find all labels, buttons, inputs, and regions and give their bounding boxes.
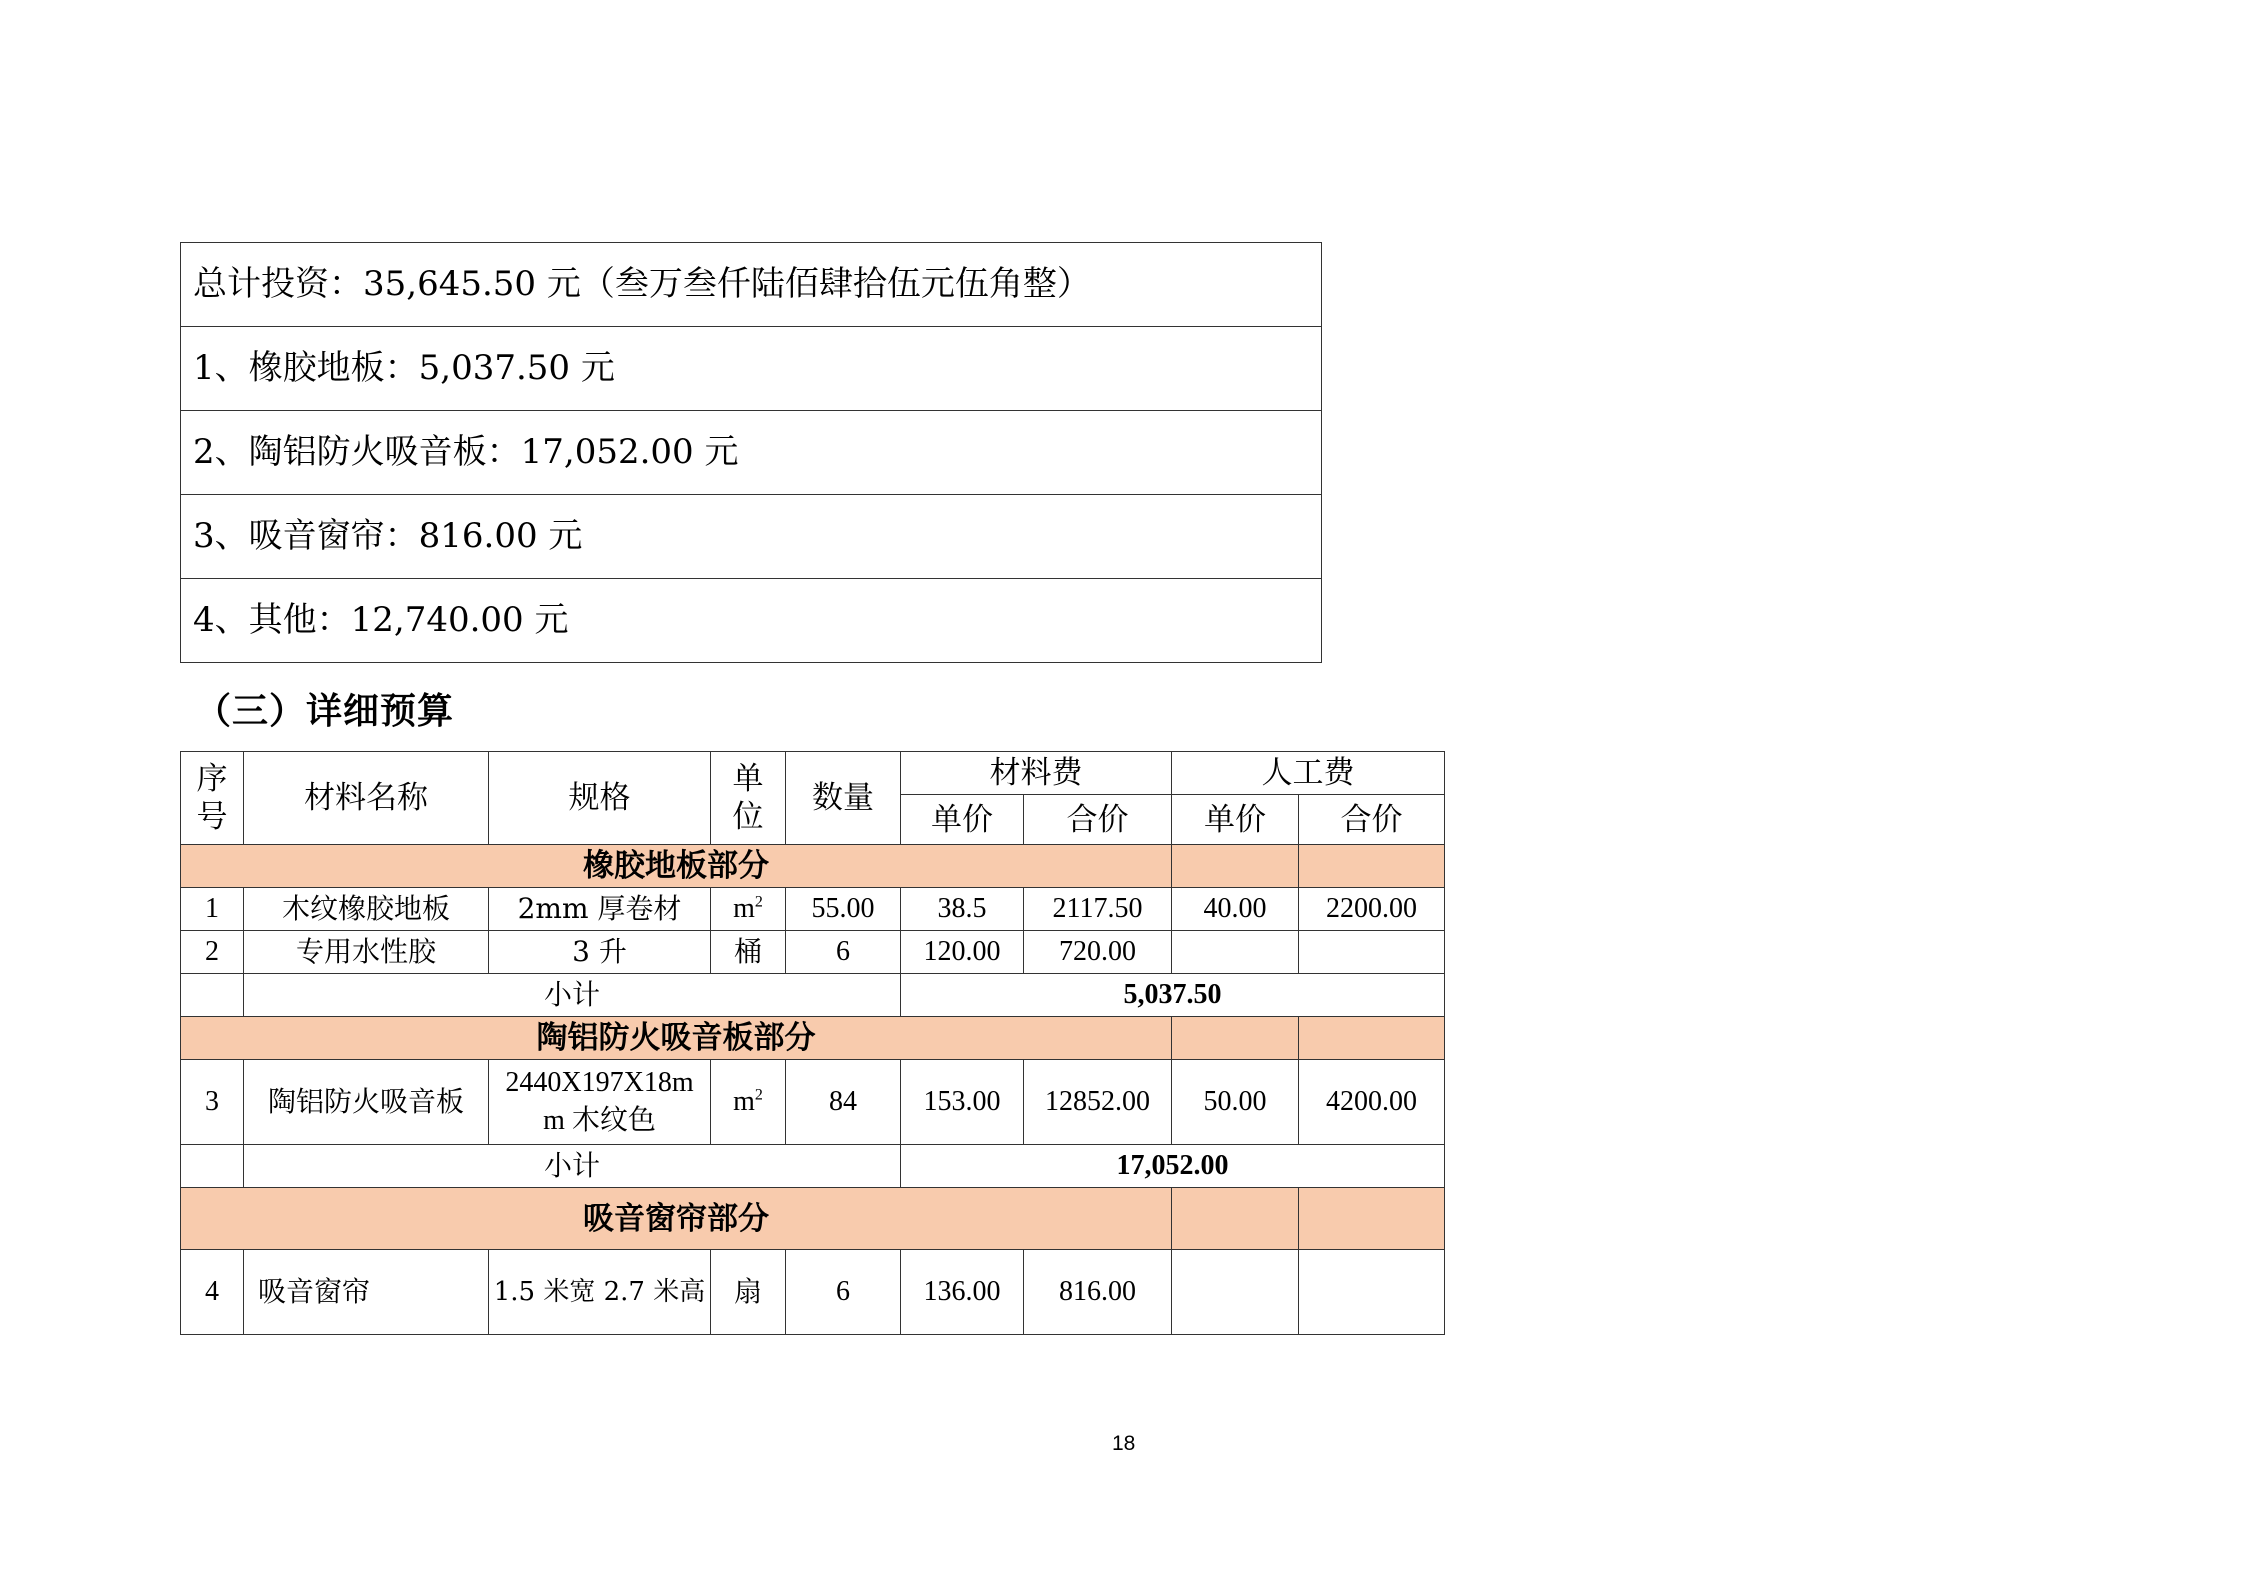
cell-material-unit-price: 136.00 bbox=[901, 1250, 1024, 1335]
header-labor-unit-price: 单价 bbox=[1172, 795, 1299, 845]
investment-summary-table bbox=[180, 242, 1322, 663]
header-material-total-price: 合价 bbox=[1024, 795, 1172, 845]
header-unit: 单位 bbox=[711, 752, 786, 845]
cell-material-unit-price: 38.5 bbox=[901, 888, 1024, 931]
cell-spec: 2mm 厚卷材 bbox=[489, 888, 711, 931]
subtotal-label: 小计 bbox=[244, 974, 901, 1017]
cell-name: 吸音窗帘 bbox=[244, 1250, 489, 1335]
subtotal-row bbox=[181, 974, 1445, 1017]
cell-labor-unit-price: 40.00 bbox=[1172, 888, 1299, 931]
summary-item: 2、陶铝防火吸音板：17,052.00 元 bbox=[181, 411, 1322, 495]
summary-total: 总计投资：35,645.50 元（叁万叁仟陆佰肆拾伍元伍角整） bbox=[181, 243, 1322, 327]
header-spec: 规格 bbox=[489, 752, 711, 845]
cell-labor-total bbox=[1299, 1250, 1445, 1335]
header-material-unit-price: 单价 bbox=[901, 795, 1024, 845]
cell-material-unit-price: 153.00 bbox=[901, 1060, 1024, 1145]
cell-unit: $m^2$ bbox=[711, 1060, 786, 1145]
subtotal-row bbox=[181, 1145, 1445, 1188]
table-row bbox=[181, 931, 1445, 974]
summary-item: 4、其他：12,740.00 元 bbox=[181, 579, 1322, 663]
section-title: 橡胶地板部分 bbox=[181, 845, 1172, 888]
cell-labor-total: 2200.00 bbox=[1299, 888, 1445, 931]
cell-material-total: 816.00 bbox=[1024, 1250, 1172, 1335]
subtotal-value: 5,037.50 bbox=[901, 974, 1445, 1017]
cell-material-unit-price: 120.00 bbox=[901, 931, 1024, 974]
cell-seq: 2 bbox=[181, 931, 244, 974]
cell-material-total: 720.00 bbox=[1024, 931, 1172, 974]
subtotal-label: 小计 bbox=[244, 1145, 901, 1188]
header-material-fee: 材料费 bbox=[901, 752, 1172, 795]
header-seq: 序号 bbox=[181, 752, 244, 845]
table-row bbox=[181, 1250, 1445, 1335]
section-heading: （三）详细预算 bbox=[195, 690, 455, 732]
cell-labor-total bbox=[1299, 931, 1445, 974]
cell-seq: 3 bbox=[181, 1060, 244, 1145]
summary-item: 1、橡胶地板：5,037.50 元 bbox=[181, 327, 1322, 411]
header-labor-fee: 人工费 bbox=[1172, 752, 1445, 795]
cell-seq: 1 bbox=[181, 888, 244, 931]
subtotal-value: 17,052.00 bbox=[901, 1145, 1445, 1188]
cell-spec: 2440X197X18m m 木纹色 bbox=[489, 1060, 711, 1145]
cell-labor-total: 4200.00 bbox=[1299, 1060, 1445, 1145]
cell-spec: 3 升 bbox=[489, 931, 711, 974]
cell-name: 专用水性胶 bbox=[244, 931, 489, 974]
header-labor-total-price: 合价 bbox=[1299, 795, 1445, 845]
cell-labor-unit-price bbox=[1172, 931, 1299, 974]
header-qty: 数量 bbox=[786, 752, 901, 845]
cell-name: 木纹橡胶地板 bbox=[244, 888, 489, 931]
cell-material-total: 2117.50 bbox=[1024, 888, 1172, 931]
page-number: 18 bbox=[1112, 1432, 1136, 1455]
cell-material-total: 12852.00 bbox=[1024, 1060, 1172, 1145]
table-row bbox=[181, 888, 1445, 931]
header-name: 材料名称 bbox=[244, 752, 489, 845]
section-title: 吸音窗帘部分 bbox=[181, 1188, 1172, 1250]
cell-qty: 84 bbox=[786, 1060, 901, 1145]
summary-item: 3、吸音窗帘：816.00 元 bbox=[181, 495, 1322, 579]
cell-name: 陶铝防火吸音板 bbox=[244, 1060, 489, 1145]
cell-unit: $m^2$ bbox=[711, 888, 786, 931]
cell-labor-unit-price bbox=[1172, 1250, 1299, 1335]
section-title: 陶铝防火吸音板部分 bbox=[181, 1017, 1172, 1060]
cell-labor-unit-price: 50.00 bbox=[1172, 1060, 1299, 1145]
cell-unit: 桶 bbox=[711, 931, 786, 974]
cell-unit: 扇 bbox=[711, 1250, 786, 1335]
cell-qty: 55.00 bbox=[786, 888, 901, 931]
cell-seq: 4 bbox=[181, 1250, 244, 1335]
cell-spec: 1.5 米宽 2.7 米高 bbox=[489, 1250, 711, 1335]
table-row bbox=[181, 1060, 1445, 1145]
detailed-budget-table bbox=[180, 751, 1445, 1335]
cell-qty: 6 bbox=[786, 1250, 901, 1335]
cell-qty: 6 bbox=[786, 931, 901, 974]
